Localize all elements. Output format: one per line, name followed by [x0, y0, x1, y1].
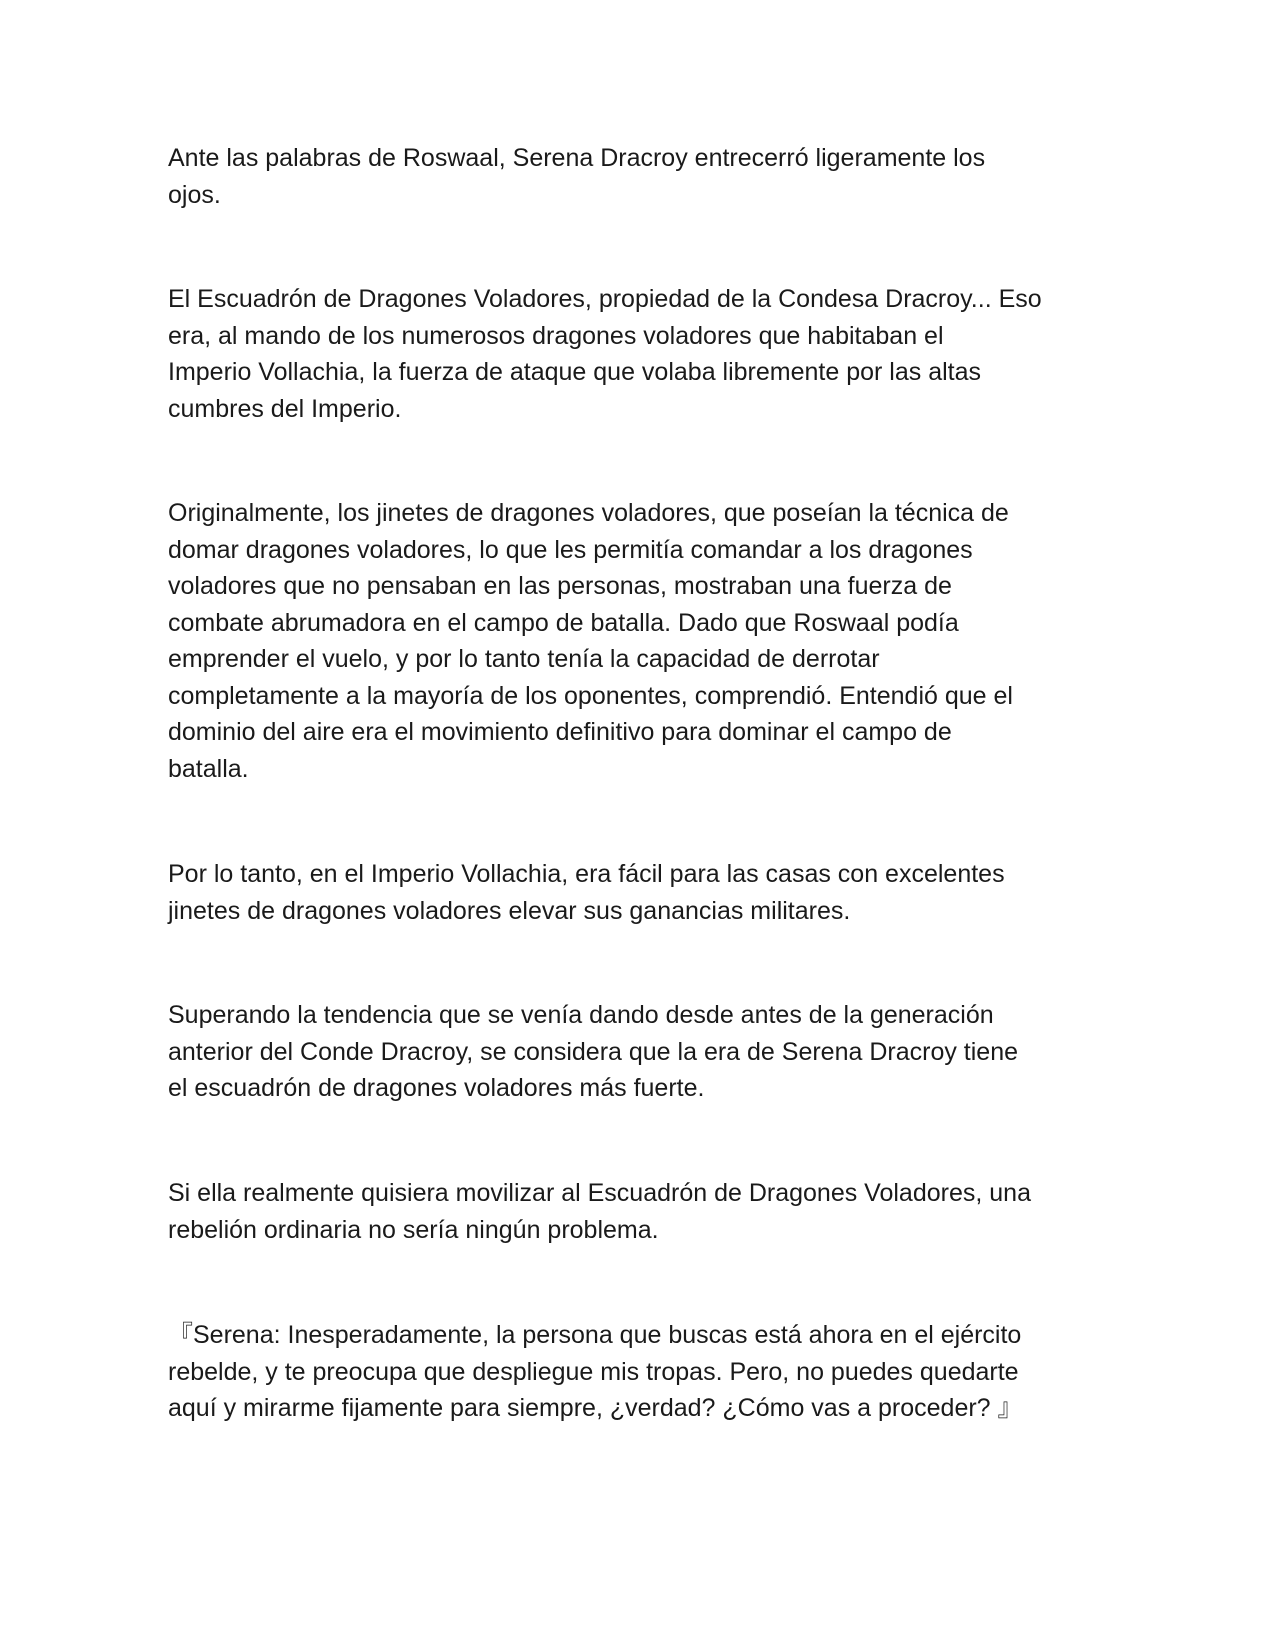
- paragraph-6: Si ella realmente quisiera movilizar al Escuadrón de Dragones Voladores, una rebelión ordinaria no sería ningún problema.: [168, 1179, 1031, 1244]
- paragraph-4: Por lo tanto, en el Imperio Vollachia, era fácil para las casas con excelentes jinetes de dragones voladores elevar sus ganancias militares.: [168, 860, 1005, 925]
- dialogue-paragraph: 『Serena: Inesperadamente, la persona que buscas está ahora en el ejército rebelde, y te preocupa que despliegue mis tropas. Pero, no puedes quedarte aquí y mirarme fijamente para siempre, ¿verdad? ¿Cómo vas a proceder? 』: [168, 1321, 1023, 1422]
- paragraph-1: Ante las palabras de Roswaal, Serena Dracroy entrecerró ligeramente los ojos.: [168, 144, 986, 209]
- paragraph-5: Superando la tendencia que se venía dando desde antes de la generación anterior del Conde Dracroy, se considera que la era de Serena Dracroy tiene el escuadrón de dragones voladores más fuerte.: [168, 1001, 1018, 1102]
- paragraph-2: El Escuadrón de Dragones Voladores, propiedad de la Condesa Dracroy... Eso era, al mando de los numerosos dragones voladores que habitaban el Imperio Vollachia, la fuerza de ataque que volaba libremente por las altas cumbres del Imperio.: [168, 285, 1042, 423]
- paragraph-3: Originalmente, los jinetes de dragones voladores, que poseían la técnica de domar dragones voladores, lo que les permitía comandar a los dragones voladores que no pensaban en las personas, mostraban una fuerza de combate abrumadora en el campo de batalla. Dado que Roswaal podía emprender el vuelo, y por lo tanto tenía la capacidad de derrotar completamente a la mayoría de los oponentes, comprendió. Entendió que el dominio del aire era el movimiento definitivo para dominar el campo de batalla.: [168, 499, 1013, 783]
